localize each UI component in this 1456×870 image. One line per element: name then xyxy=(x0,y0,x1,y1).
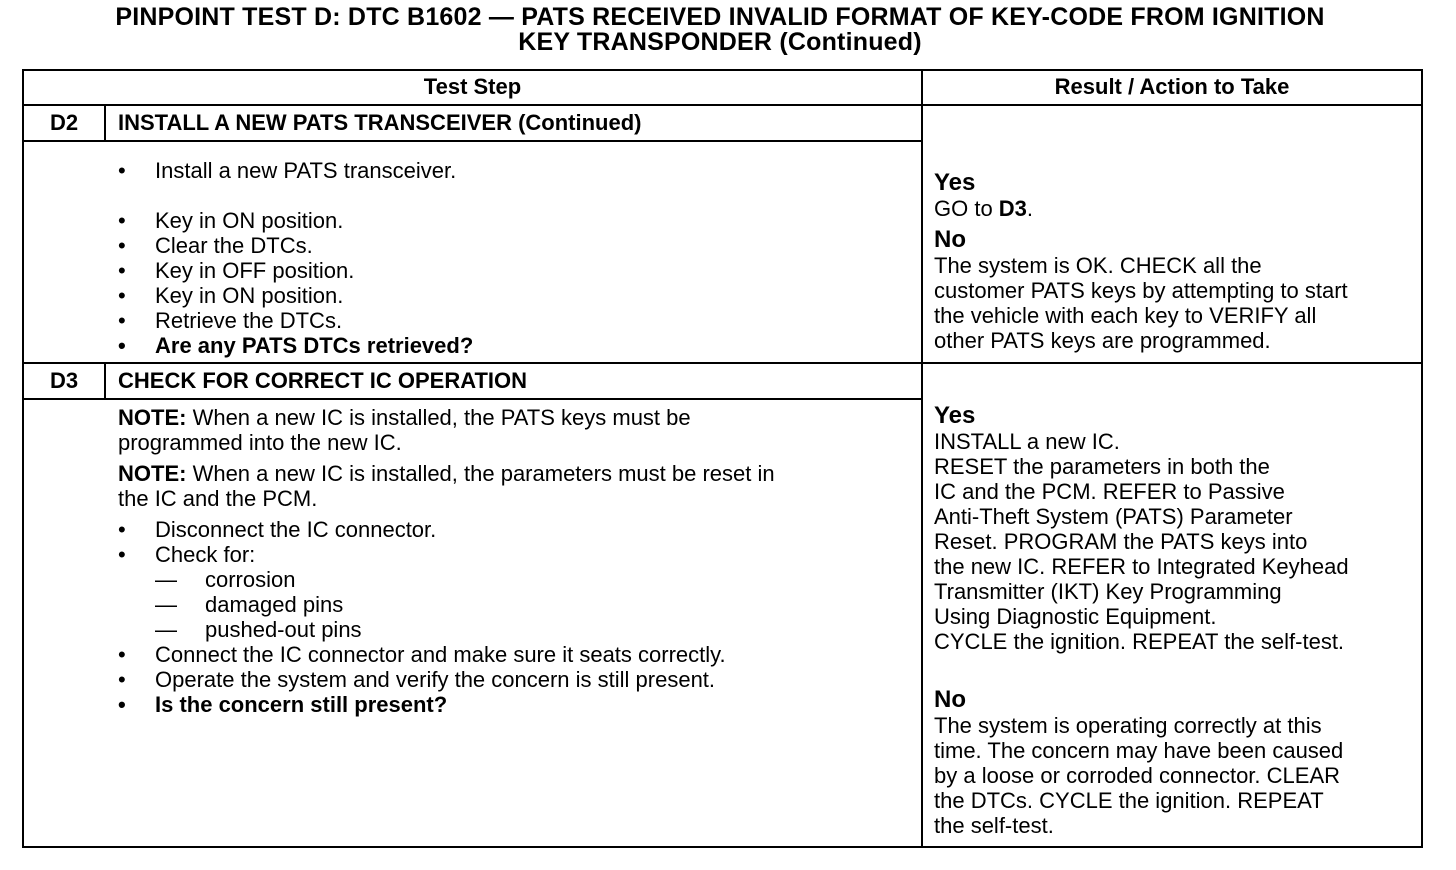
text-line xyxy=(118,405,908,430)
list-item: • Key in OFF position. xyxy=(118,258,908,283)
text-line: CYCLE the ignition. REPEAT the self-test. xyxy=(934,629,1345,654)
text-line: Using Diagnostic Equipment. xyxy=(934,604,1217,629)
list-item: • Key in ON position. xyxy=(118,283,908,308)
page-title xyxy=(0,5,1440,55)
d3-yes-label: Yes xyxy=(934,402,976,429)
list-item: • Check for: xyxy=(118,542,908,567)
text-line: the self-test. xyxy=(934,813,1054,838)
text-line: INSTALL a new IC. xyxy=(934,429,1120,454)
d2-question: • Are any PATS DTCs retrieved? xyxy=(118,333,908,358)
list-item: • Key in ON position. xyxy=(118,208,908,233)
list-item: — corrosion xyxy=(118,567,908,592)
note-text: When a new IC is installed, the parameters must be reset in xyxy=(186,461,775,486)
text-line: the DTCs. CYCLE the ignition. REPEAT xyxy=(934,788,1324,813)
table-border-bottom xyxy=(22,846,1423,848)
list-item: • Install a new PATS transceiver. xyxy=(118,158,908,183)
d2-yes-text xyxy=(934,196,1419,221)
d3-note-1 xyxy=(118,405,908,455)
d2-no-label: No xyxy=(934,226,966,253)
header-result: Result / Action to Take xyxy=(1054,74,1290,99)
d2-yes-label: Yes xyxy=(934,169,976,196)
d2-steps xyxy=(118,158,908,358)
title-line-1: PINPOINT TEST D: DTC B1602 — PATS RECEIVED INVALID FORMAT OF KEY-CODE FROM IGNITION xyxy=(115,3,1325,31)
text-line: The system is operating correctly at this xyxy=(934,713,1322,738)
list-item: • Retrieve the DTCs. xyxy=(118,308,908,333)
text-line: the vehicle with each key to VERIFY all xyxy=(934,303,1317,328)
text-line: Anti-Theft System (PATS) Parameter xyxy=(934,504,1293,529)
text-line: Transmitter (IKT) Key Programming xyxy=(934,579,1282,604)
note-label: NOTE: xyxy=(118,405,187,430)
text-line: time. The concern may have been caused xyxy=(934,738,1344,763)
text-line: customer PATS keys by attempting to start xyxy=(934,278,1348,303)
text-line: the new IC. REFER to Integrated Keyhead xyxy=(934,554,1349,579)
text-line: Reset. PROGRAM the PATS keys into xyxy=(934,529,1308,554)
d2-yes-target: D3 xyxy=(998,196,1027,221)
table-border-right xyxy=(1421,69,1423,848)
text-line: The system is OK. CHECK all the xyxy=(934,253,1262,278)
text-line: IC and the PCM. REFER to Passive xyxy=(934,479,1285,504)
text-line: other PATS keys are programmed. xyxy=(934,328,1271,353)
header-rule xyxy=(22,104,1423,106)
list-item: • Disconnect the IC connector. xyxy=(118,517,908,542)
list-item: • Connect the IC connector and make sure it seats correctly. xyxy=(118,642,908,667)
d3-question: • Is the concern still present? xyxy=(118,692,908,717)
note-label: NOTE: xyxy=(118,461,187,486)
table-border-left xyxy=(22,69,24,848)
d2-steps-list-b xyxy=(118,208,908,358)
d2-no-text xyxy=(934,253,1419,353)
d3-steps xyxy=(118,405,908,717)
list-item: — pushed-out pins xyxy=(118,617,908,642)
header-test-step: Test Step xyxy=(423,74,522,99)
text-line: programmed into the new IC. xyxy=(118,430,402,455)
step-heading-d2: INSTALL A NEW PATS TRANSCEIVER (Continued) xyxy=(118,110,642,135)
column-divider xyxy=(921,69,923,848)
d3-note-2 xyxy=(118,461,908,511)
d3-steps-list-a xyxy=(118,517,908,567)
d3-check-list xyxy=(118,567,908,642)
table-border-top xyxy=(22,69,1423,71)
row-divider xyxy=(22,362,1423,364)
step-id-d3: D3 xyxy=(49,368,79,393)
list-item: • Clear the DTCs. xyxy=(118,233,908,258)
d3-steps-list-b xyxy=(118,642,908,717)
step-heading-d3: CHECK FOR CORRECT IC OPERATION xyxy=(118,368,528,393)
d3-no-text xyxy=(934,713,1419,838)
text-line xyxy=(118,461,908,486)
d2-yes-action: GO to xyxy=(934,196,999,221)
step-id-d2: D2 xyxy=(49,110,79,135)
d3-result xyxy=(934,403,1419,838)
text-line: the IC and the PCM. xyxy=(118,486,318,511)
d2-yes-end: . xyxy=(1026,196,1034,221)
text-line: by a loose or corroded connector. CLEAR xyxy=(934,763,1341,788)
d2-steps-list-a xyxy=(118,158,908,183)
title-line-2: KEY TRANSPONDER (Continued) xyxy=(518,28,922,56)
d3-heading-rule xyxy=(22,398,923,400)
step-id-divider-d2 xyxy=(104,104,106,142)
d3-yes-text xyxy=(934,429,1419,654)
text-line: RESET the parameters in both the xyxy=(934,454,1270,479)
d2-heading-rule xyxy=(22,140,923,142)
list-item: — damaged pins xyxy=(118,592,908,617)
d2-result xyxy=(934,170,1419,353)
d3-no-label: No xyxy=(934,686,966,713)
step-id-divider-d3 xyxy=(104,362,106,400)
list-item: • Operate the system and verify the concern is still present. xyxy=(118,667,908,692)
note-text: When a new IC is installed, the PATS keys must be xyxy=(186,405,691,430)
